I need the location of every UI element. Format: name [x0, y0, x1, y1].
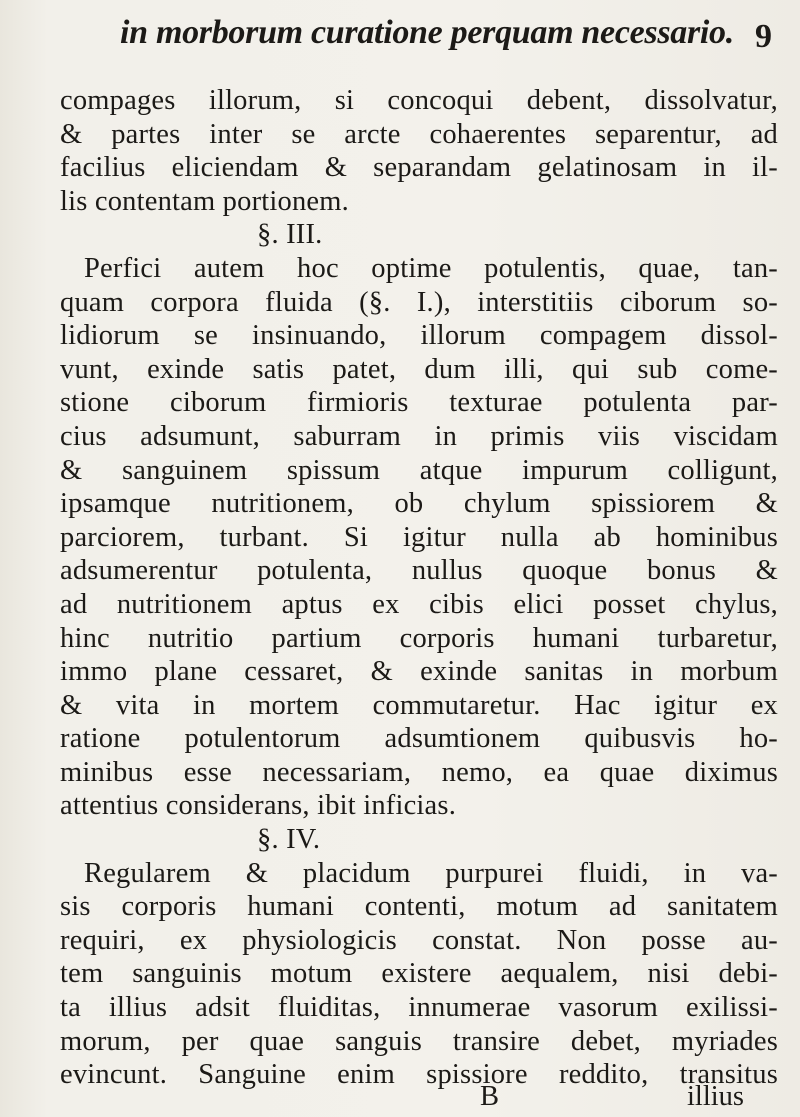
text-line: ratione potulentorum adsumtionem quibusvis ho- — [60, 723, 778, 755]
text-line: stione ciborum firmioris texturae potulenta par- — [60, 387, 778, 419]
text-line: tem sanguinis motum existere aequalem, nisi debi- — [60, 958, 778, 990]
text-line: lidiorum se insinuando, illorum compagem dissol- — [60, 320, 778, 352]
text-line: hinc nutritio partium corporis humani turbaretur, — [60, 622, 778, 654]
text-line: evincunt. Sanguine enim spissiore reddito, transitus — [60, 1059, 778, 1091]
text-line: vunt, exinde satis patet, dum illi, qui sub come- — [60, 353, 778, 385]
text-line: quam corpora fluida (§. I.), interstitiis ciborum so- — [60, 286, 778, 318]
text-line: minibus esse necessariam, nemo, ea quae diximus — [60, 756, 778, 788]
text-line: parciorem, turbant. Si igitur nulla ab hominibus — [60, 521, 778, 553]
text-line: ta illius adsit fluiditas, innumerae vasorum exilissi- — [60, 992, 778, 1024]
text-line: compages illorum, si concoqui debent, dissolvatur, — [60, 85, 778, 116]
body-text — [60, 84, 778, 1092]
text-line: requiri, ex physiologicis constat. Non posse au- — [60, 924, 778, 956]
signature-mark: B — [480, 1081, 500, 1112]
text-line: Regularem & placidum purpurei fluidi, in va- — [84, 857, 778, 889]
page-number: 9 — [755, 18, 772, 55]
page-header — [120, 12, 780, 64]
page-footer — [60, 1081, 778, 1115]
text-line: ad nutritionem aptus ex cibis elici posset chylus, — [60, 588, 778, 620]
catchword: illius — [686, 1081, 744, 1112]
running-head: in morborum curatione perquam necessario. — [120, 14, 734, 51]
text-line: immo plane cessaret, & exinde sanitas in morbum — [60, 656, 778, 688]
text-line: adsumerentur potulenta, nullus quoque bonus & — [60, 555, 778, 587]
text-line: sis corporis humani contenti, motum ad sanitatem — [60, 891, 778, 923]
text-line: lis contentam portionem. — [60, 185, 349, 217]
text-line: attentius considerans, ibit inficias. — [60, 790, 457, 822]
text-line: cius adsumunt, saburram in primis viis viscidam — [60, 420, 778, 452]
text-line: ipsamque nutritionem, ob chylum spissiorem & — [60, 488, 778, 520]
text-line: morum, per quae sanguis transire debet, myriades — [60, 1025, 778, 1057]
text-line: Perfici autem hoc optime potulentis, quae, tan- — [84, 252, 778, 284]
text-line: & vita in mortem commutaretur. Hac igitur ex — [60, 689, 778, 721]
text-line: & sanguinem spissum atque impurum colligunt, — [60, 454, 778, 486]
text-line: facilius eliciendam & separandam gelatinosam in il- — [60, 152, 778, 184]
section-heading-4: §. IV. — [257, 824, 321, 856]
text-line: & partes inter se arcte cohaerentes separentur, ad — [60, 118, 778, 150]
section-heading-3: §. III. — [257, 219, 323, 251]
